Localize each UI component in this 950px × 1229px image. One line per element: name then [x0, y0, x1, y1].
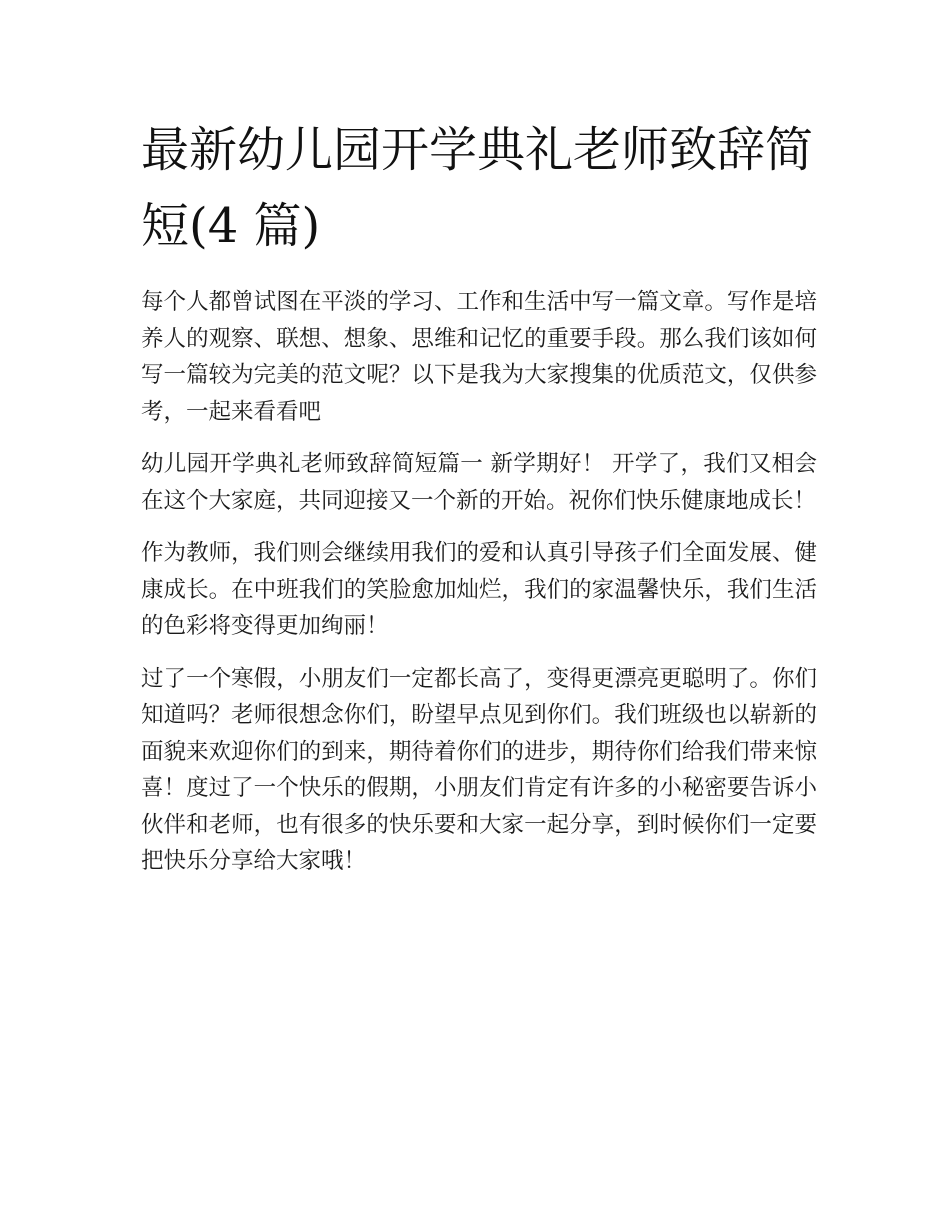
- document-body: [141, 284, 817, 896]
- document-title: 最新幼儿园开学典礼老师致辞简短(4 篇): [141, 122, 814, 254]
- paragraph-greeting: 幼儿园开学典礼老师致辞简短篇一 新学期好！ 开学了，我们又相会在这个大家庭，共同迎接又一个新的开始。祝你们快乐健康地成长！: [141, 451, 817, 514]
- paragraph-intro: 每个人都曾试图在平淡的学习、工作和生活中写一篇文章。写作是培养人的观察、联想、想象、思维和记忆的重要手段。那么我们该如何写一篇较为完美的范文呢？以下是我为大家搜集的优质范文，仅供参考，一起来看看吧: [141, 289, 817, 425]
- paragraph-teachers: 作为教师，我们则会继续用我们的爱和认真引导孩子们全面发展、健康成长。在中班我们的笑脸愈加灿烂，我们的家温馨快乐，我们生活的色彩将变得更加绚丽！: [141, 540, 817, 639]
- paragraph-holiday: 过了一个寒假，小朋友们一定都长高了，变得更漂亮更聪明了。你们知道吗？老师很想念你们，盼望早点见到你们。我们班级也以崭新的面貌来欢迎你们的到来，期待着你们的进步，期待你们给我们带来惊喜！度过了一个快乐的假期，小朋友们肯定有许多的小秘密要告诉小伙伴和老师，也有很多的快乐要和大家一起分享，到时候你们一定要把快乐分享给大家哦！: [141, 665, 817, 874]
